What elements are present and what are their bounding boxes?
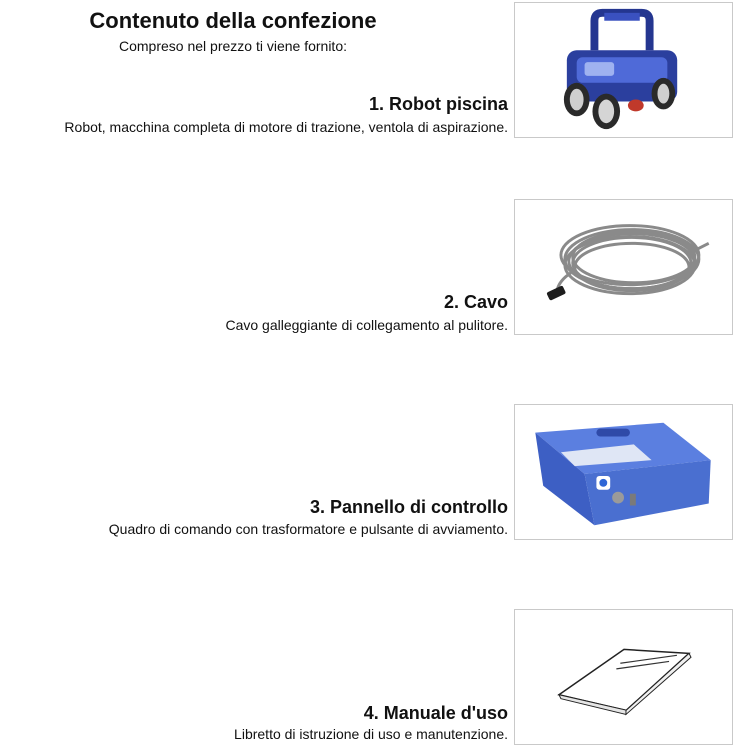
page-title: Contenuto della confezione bbox=[89, 8, 377, 33]
page-subtitle: Compreso nel prezzo ti viene fornito: bbox=[119, 38, 347, 54]
item-description: Quadro di comando con trasformatore e pulsante di avviamento. bbox=[108, 521, 508, 537]
floating-cable-image bbox=[514, 199, 733, 335]
control-panel-image bbox=[514, 404, 733, 540]
item-description: Libretto di istruzione di uso e manutenzione. bbox=[234, 726, 508, 742]
user-manual-image bbox=[514, 609, 733, 745]
item-title: 4. Manuale d'uso bbox=[363, 703, 508, 723]
item-title: 3. Pannello di controllo bbox=[309, 497, 508, 517]
item-description: Robot, macchina completa di motore di trazione, ventola di aspirazione. bbox=[64, 119, 508, 135]
item-description: Cavo galleggiante di collegamento al pulitore. bbox=[225, 317, 508, 333]
pool-robot-image bbox=[514, 2, 733, 138]
item-title: 1. Robot piscina bbox=[368, 94, 508, 114]
item-title: 2. Cavo bbox=[443, 292, 508, 312]
